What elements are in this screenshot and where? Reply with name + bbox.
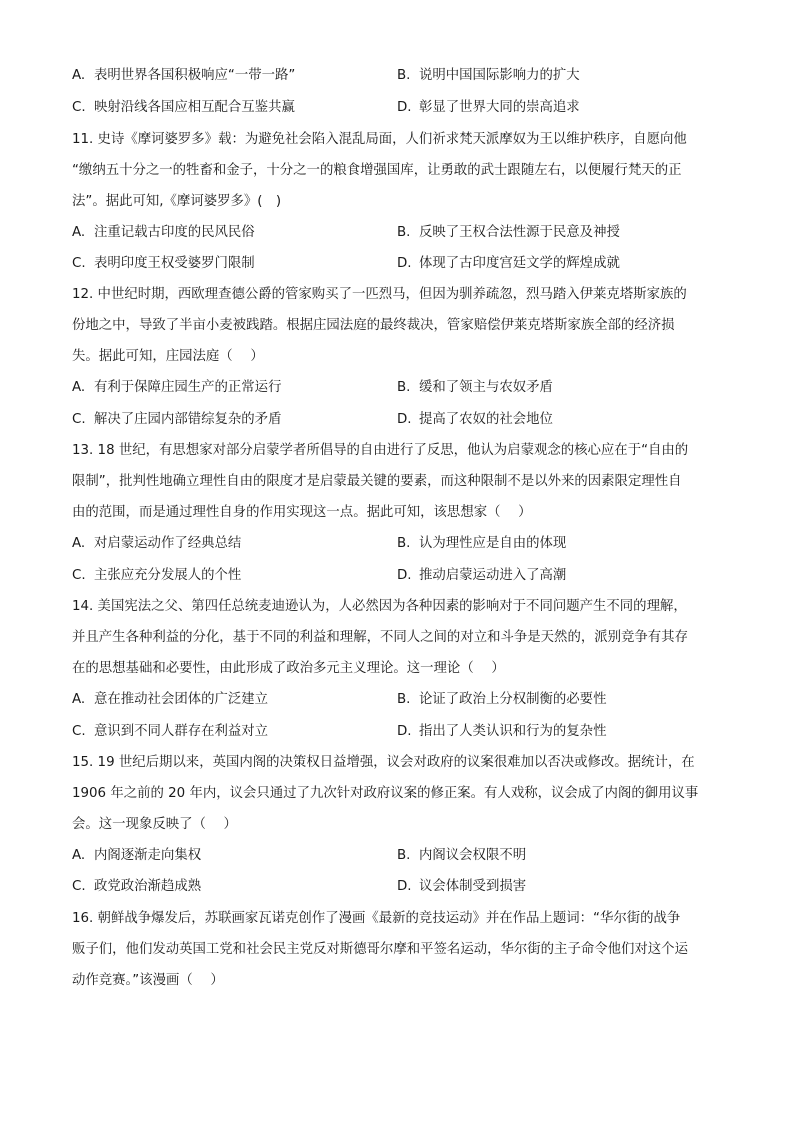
- option-text: 彰显了世界大同的崇高追求: [419, 100, 580, 115]
- q11-stem-line-3: 法”。据此可知,《摩诃婆罗多》( ): [72, 194, 282, 209]
- option-text: 提高了农奴的社会地位: [419, 412, 553, 427]
- option-label: B.: [397, 225, 411, 240]
- option-text: 议会体制受到损害: [419, 879, 527, 894]
- q15-option-b[interactable]: [397, 846, 526, 866]
- option-text: 指出了人类认识和行为的复杂性: [419, 724, 607, 739]
- q13-stem-line-1: 13. 18 世纪，有思想家对部分启蒙学者所倡导的自由进行了反思，他认为启蒙观念的核心应在于“自由的: [72, 443, 689, 458]
- option-label: B.: [397, 536, 411, 551]
- q13-option-b[interactable]: [397, 534, 566, 554]
- option-text: 主张应充分发展人的个性: [94, 568, 242, 583]
- q11-stem-line-2: “缴纳五十分之一的牲畜和金子，十分之一的粮食增强国库，让勇敢的武士跟随左右，以便履行梵天的正: [72, 163, 682, 178]
- q13-stem-line-3: 由的范围，而是通过理性自身的作用实现这一点。据此可知，该思想家（ ）: [72, 505, 532, 520]
- q11-option-a[interactable]: [72, 223, 255, 243]
- option-text: 注重记载古印度的民风民俗: [94, 225, 255, 240]
- q11-option-b[interactable]: [397, 223, 620, 243]
- option-text: 对启蒙运动作了经典总结: [94, 536, 242, 551]
- option-label: B.: [397, 848, 411, 863]
- option-text: 体现了古印度宫廷文学的辉煌成就: [419, 256, 620, 271]
- option-text: 内阁逐渐走向集权: [94, 848, 202, 863]
- q14-option-c[interactable]: [72, 722, 268, 742]
- option-text: 政党政治渐趋成熟: [94, 879, 202, 894]
- option-text: 表明世界各国积极响应“一带一路”: [94, 68, 296, 83]
- q13-option-a[interactable]: [72, 534, 241, 554]
- q15-option-a[interactable]: [72, 846, 201, 866]
- q13-option-c[interactable]: [72, 566, 241, 586]
- q11-stem-line-1: 11. 史诗《摩诃婆罗多》载：为避免社会陷入混乱局面，人们祈求梵天派摩奴为王以维护秩序，自愿向他: [72, 132, 687, 147]
- option-label: C.: [72, 412, 86, 427]
- option-label: C.: [72, 100, 86, 115]
- option-text: 论证了政治上分权制衡的必要性: [419, 692, 607, 707]
- q14-stem-line-1: 14. 美国宪法之父、第四任总统麦迪逊认为，人必然因为各种因素的影响对于不同问题产生不同的理解，: [72, 599, 687, 614]
- option-label: C.: [72, 724, 86, 739]
- q12-option-d[interactable]: [397, 410, 553, 430]
- option-text: 说明中国国际影响力的扩大: [419, 68, 580, 83]
- option-text: 表明印度王权受婆罗门限制: [94, 256, 255, 271]
- q13-option-d[interactable]: [397, 566, 566, 586]
- q10-option-a[interactable]: [72, 66, 295, 86]
- option-label: B.: [397, 692, 411, 707]
- option-text: 意在推动社会团体的广泛建立: [94, 692, 269, 707]
- option-label: A.: [72, 848, 86, 863]
- option-text: 认为理性应是自由的体现: [419, 536, 567, 551]
- q12-option-b[interactable]: [397, 378, 553, 398]
- q15-stem-line-1: 15. 19 世纪后期以来，英国内阁的决策权日益增强，议会对政府的议案很难加以否决或修改。据统计，在: [72, 755, 695, 770]
- q12-stem-line-2: 份地之中，导致了半亩小麦被践踏。根据庄园法庭的最终裁决，管家赔偿伊莱克塔斯家族全部的经济损: [72, 318, 675, 333]
- option-label: B.: [397, 68, 411, 83]
- q14-option-b[interactable]: [397, 690, 606, 710]
- option-text: 推动启蒙运动进入了高潮: [419, 568, 567, 583]
- q15-stem-line-2: 1906 年之前的 20 年内，议会只通过了九次针对政府议案的修正案。有人戏称，议会成了内阁的御用议事: [72, 786, 699, 801]
- option-label: A.: [72, 380, 86, 395]
- q12-stem-line-1: 12. 中世纪时期，西欧理查德公爵的管家购买了一匹烈马，但因为驯养疏忽，烈马踏入伊莱克塔斯家族的: [72, 287, 687, 302]
- option-text: 映射沿线各国应相互配合互鉴共赢: [94, 100, 295, 115]
- q15-option-d[interactable]: [397, 877, 526, 897]
- q12-stem-line-3: 失。据此可知，庄园法庭（ ）: [72, 349, 264, 364]
- q15-option-c[interactable]: [72, 877, 201, 897]
- option-text: 有利于保障庄园生产的正常运行: [94, 380, 282, 395]
- q16-stem-line-3: 动作竞赛。”该漫画（ ）: [72, 973, 224, 988]
- option-text: 内阁议会权限不明: [419, 848, 527, 863]
- q12-option-c[interactable]: [72, 410, 281, 430]
- option-label: A.: [72, 68, 86, 83]
- option-label: D.: [397, 256, 412, 271]
- option-label: A.: [72, 225, 86, 240]
- option-label: B.: [397, 380, 411, 395]
- q15-stem-line-3: 会。这一现象反映了（ ）: [72, 817, 237, 832]
- q10-option-b[interactable]: [397, 66, 580, 86]
- option-label: D.: [397, 724, 412, 739]
- q13-stem-line-2: 限制”，批判性地确立理性自由的限度才是启蒙最关键的要素，而这种限制不是以外来的因素限定理性自: [72, 474, 682, 489]
- q11-option-d[interactable]: [397, 254, 620, 274]
- option-label: D.: [397, 879, 412, 894]
- option-label: C.: [72, 568, 86, 583]
- q14-option-a[interactable]: [72, 690, 268, 710]
- q12-option-a[interactable]: [72, 378, 281, 398]
- q14-stem-line-3: 在的思想基础和必要性，由此形成了政治多元主义理论。这一理论（ ）: [72, 661, 505, 676]
- q14-stem-line-2: 并且产生各种利益的分化，基于不同的利益和理解，不同人之间的对立和斗争是天然的，派别竞争有其存: [72, 630, 688, 645]
- option-label: D.: [397, 100, 412, 115]
- option-text: 反映了王权合法性源于民意及神授: [419, 225, 620, 240]
- q11-option-c[interactable]: [72, 254, 255, 274]
- q14-option-d[interactable]: [397, 722, 606, 742]
- option-label: C.: [72, 256, 86, 271]
- option-label: D.: [397, 412, 412, 427]
- option-text: 意识到不同人群存在利益对立: [94, 724, 269, 739]
- q10-option-c[interactable]: [72, 98, 295, 118]
- option-label: A.: [72, 536, 86, 551]
- q10-option-d[interactable]: [397, 98, 580, 118]
- option-text: 解决了庄园内部错综复杂的矛盾: [94, 412, 282, 427]
- q16-stem-line-2: 贩子们，他们发动英国工党和社会民主党反对斯德哥尔摩和平签名运动，华尔街的主子命令他们对这个运: [72, 942, 688, 957]
- option-label: A.: [72, 692, 86, 707]
- option-label: C.: [72, 879, 86, 894]
- option-text: 缓和了领主与农奴矛盾: [419, 380, 553, 395]
- q16-stem-line-1: 16. 朝鲜战争爆发后，苏联画家瓦诺克创作了漫画《最新的竞技运动》并在作品上题词：“华尔街的战争: [72, 911, 681, 926]
- option-label: D.: [397, 568, 412, 583]
